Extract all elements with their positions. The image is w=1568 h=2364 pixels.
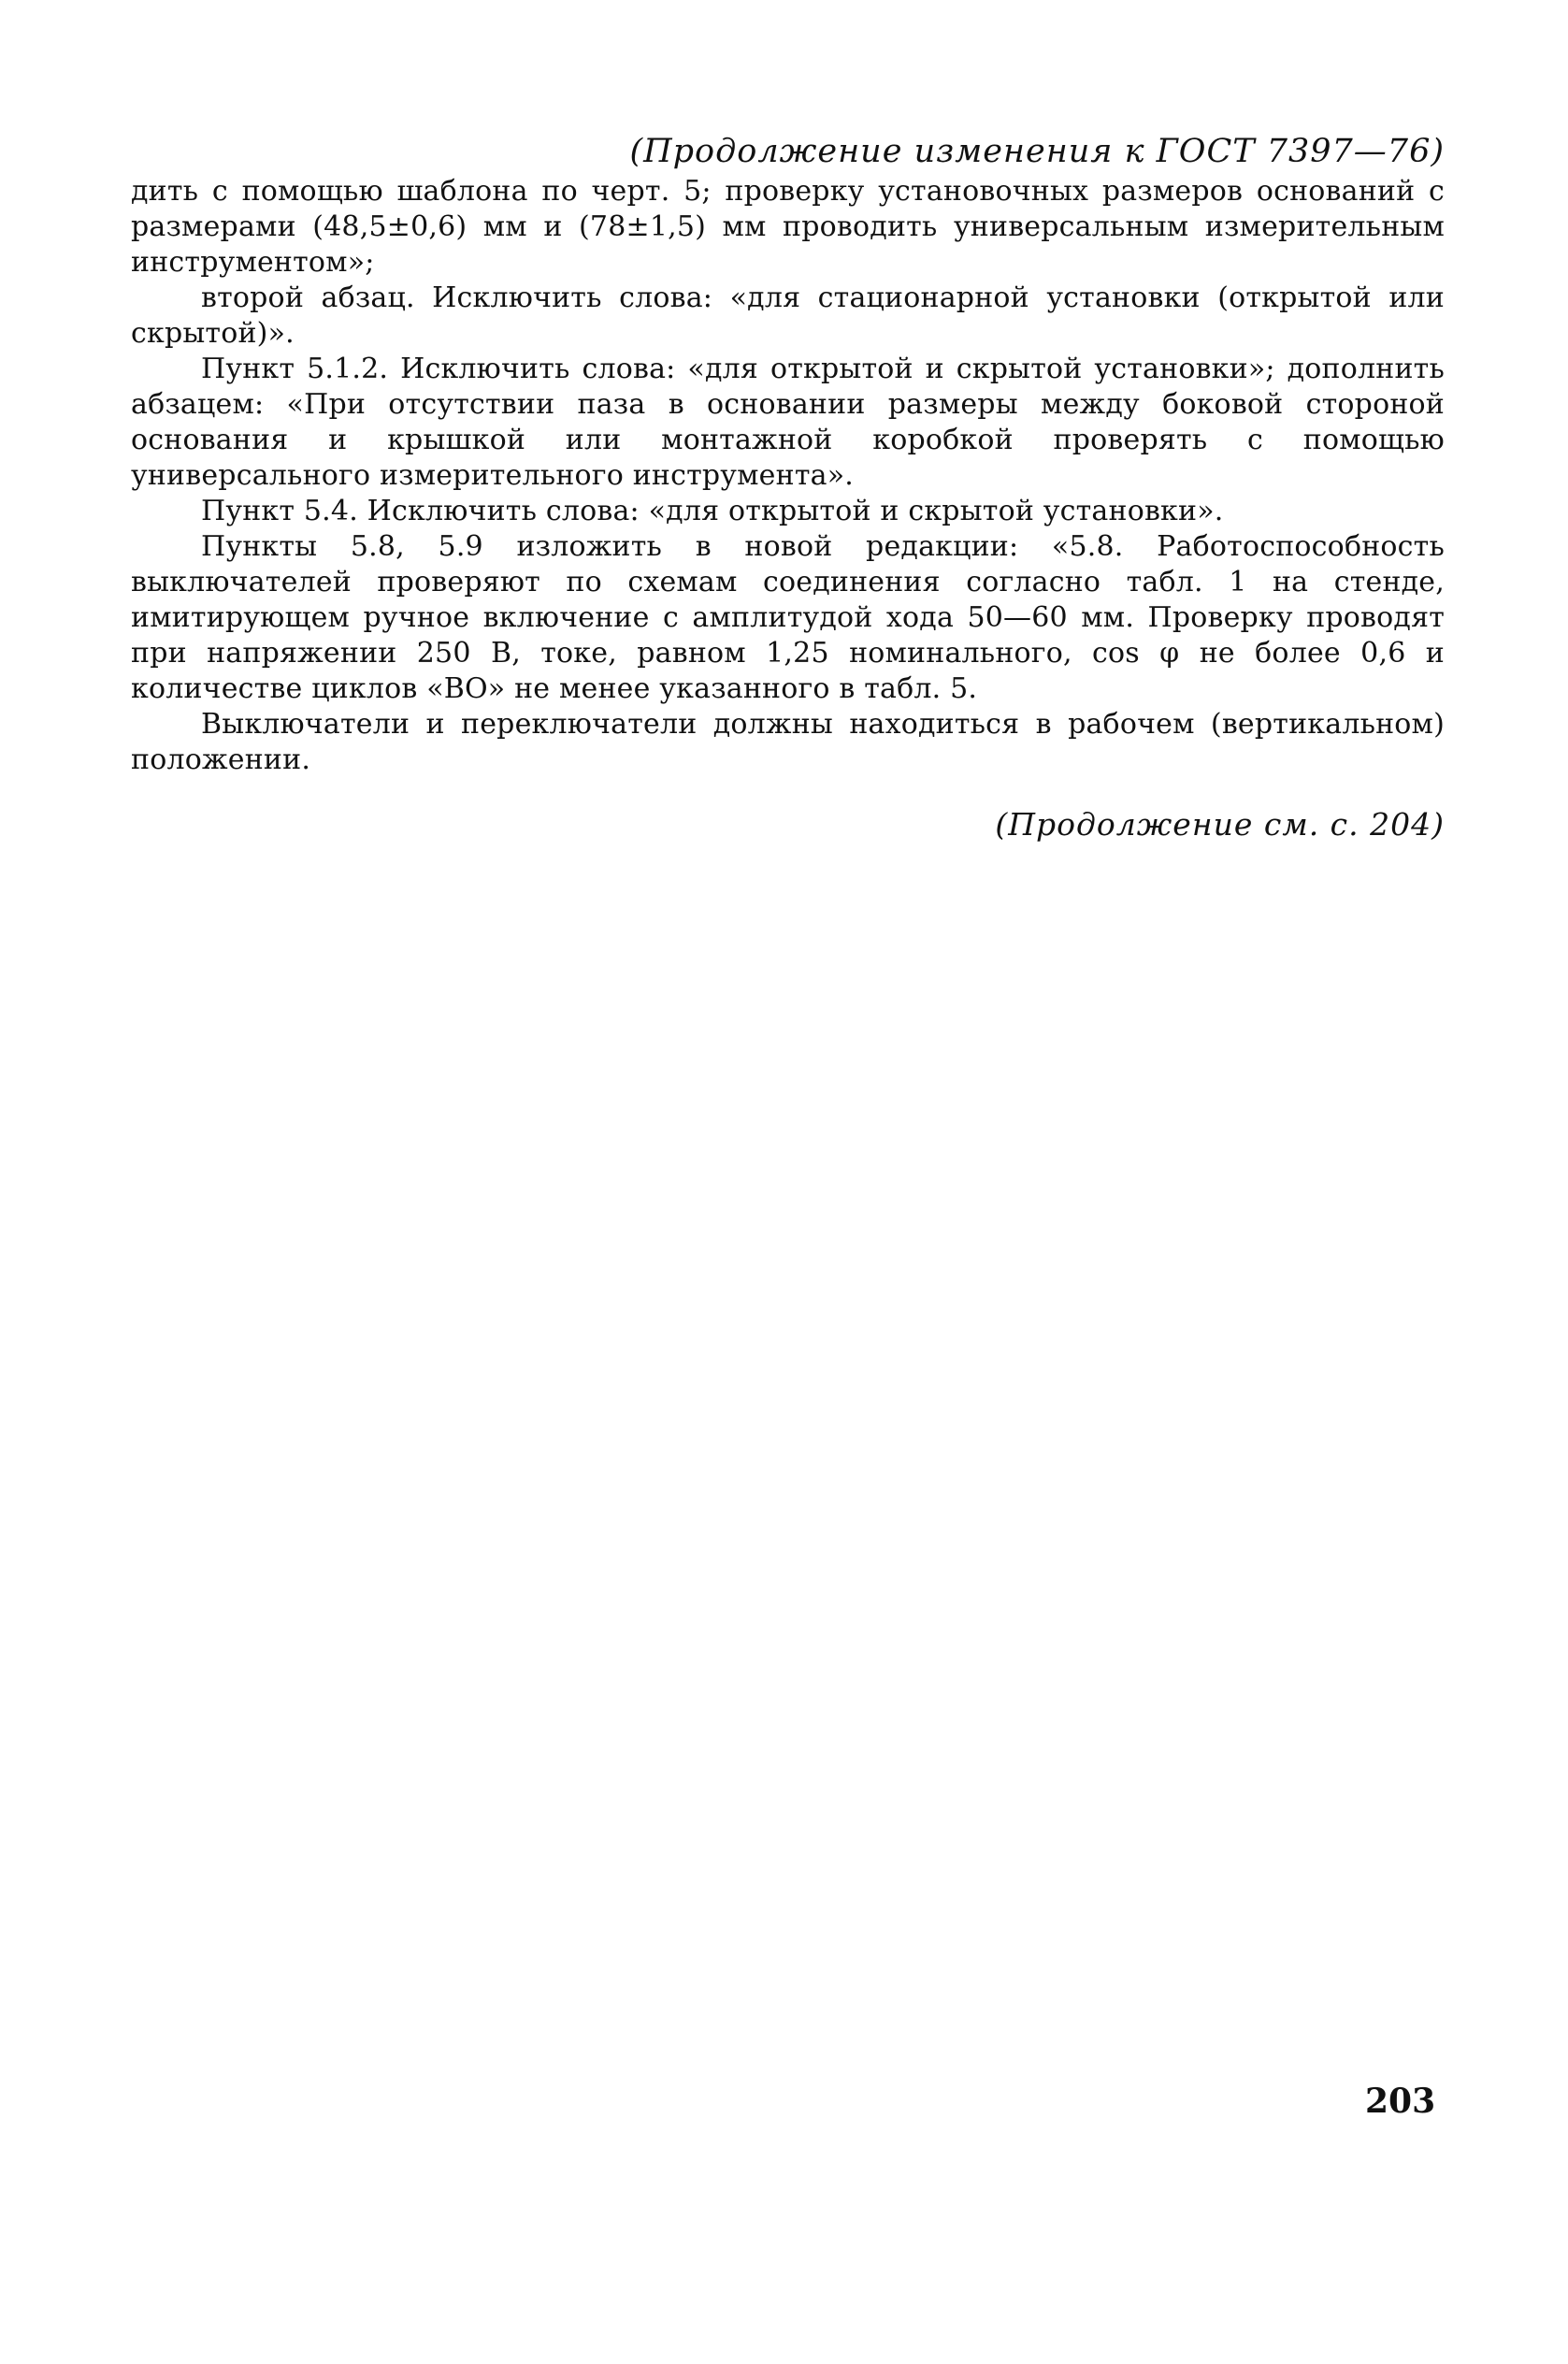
document-body <box>131 174 1445 778</box>
paragraph-4: Пункт 5.4. Исключить слова: «для открытой и скрытой установки». <box>201 495 1224 527</box>
paragraph-5: Пункты 5.8, 5.9 изложить в новой редакции: «5.8. Работоспособность выключателей проверяют по схемам соединения согласно табл. 1 на стенде, имитирующем ручное включение с амплитудой хода 50—60 мм. Проверку проводят при напряжении 250 В, токе, равном 1,25 номинального, cos φ не более 0,6 и количестве циклов «ВО» не менее указанного в табл. 5. <box>131 530 1445 705</box>
paragraph-2: второй абзац. Исключить слова: «для стационарной установки (открытой или скрытой)». <box>131 281 1445 350</box>
paragraph-3: Пункт 5.1.2. Исключить слова: «для открытой и скрытой установки»; дополнить абзацем: «При отсутствии паза в основании размеры между боковой стороной основания и крышкой или монтажной коробкой проверять с помощью универсального измерительного инструмента». <box>131 353 1445 492</box>
document-page <box>131 131 1445 845</box>
page-number: 203 <box>1365 2082 1436 2121</box>
paragraph-6: Выключатели и переключатели должны находиться в рабочем (вертикальном) положении. <box>131 708 1445 776</box>
paragraph-1: дить с помощью шаблона по черт. 5; проверку установочных размеров оснований с размерами (48,5±0,6) мм и (78±1,5) мм проводить универсальным измерительным инструментом»; <box>131 175 1445 279</box>
continuation-note: (Продолжение см. с. 204) <box>995 806 1445 843</box>
page-header: (Продолжение изменения к ГОСТ 7397—76) <box>629 133 1445 170</box>
